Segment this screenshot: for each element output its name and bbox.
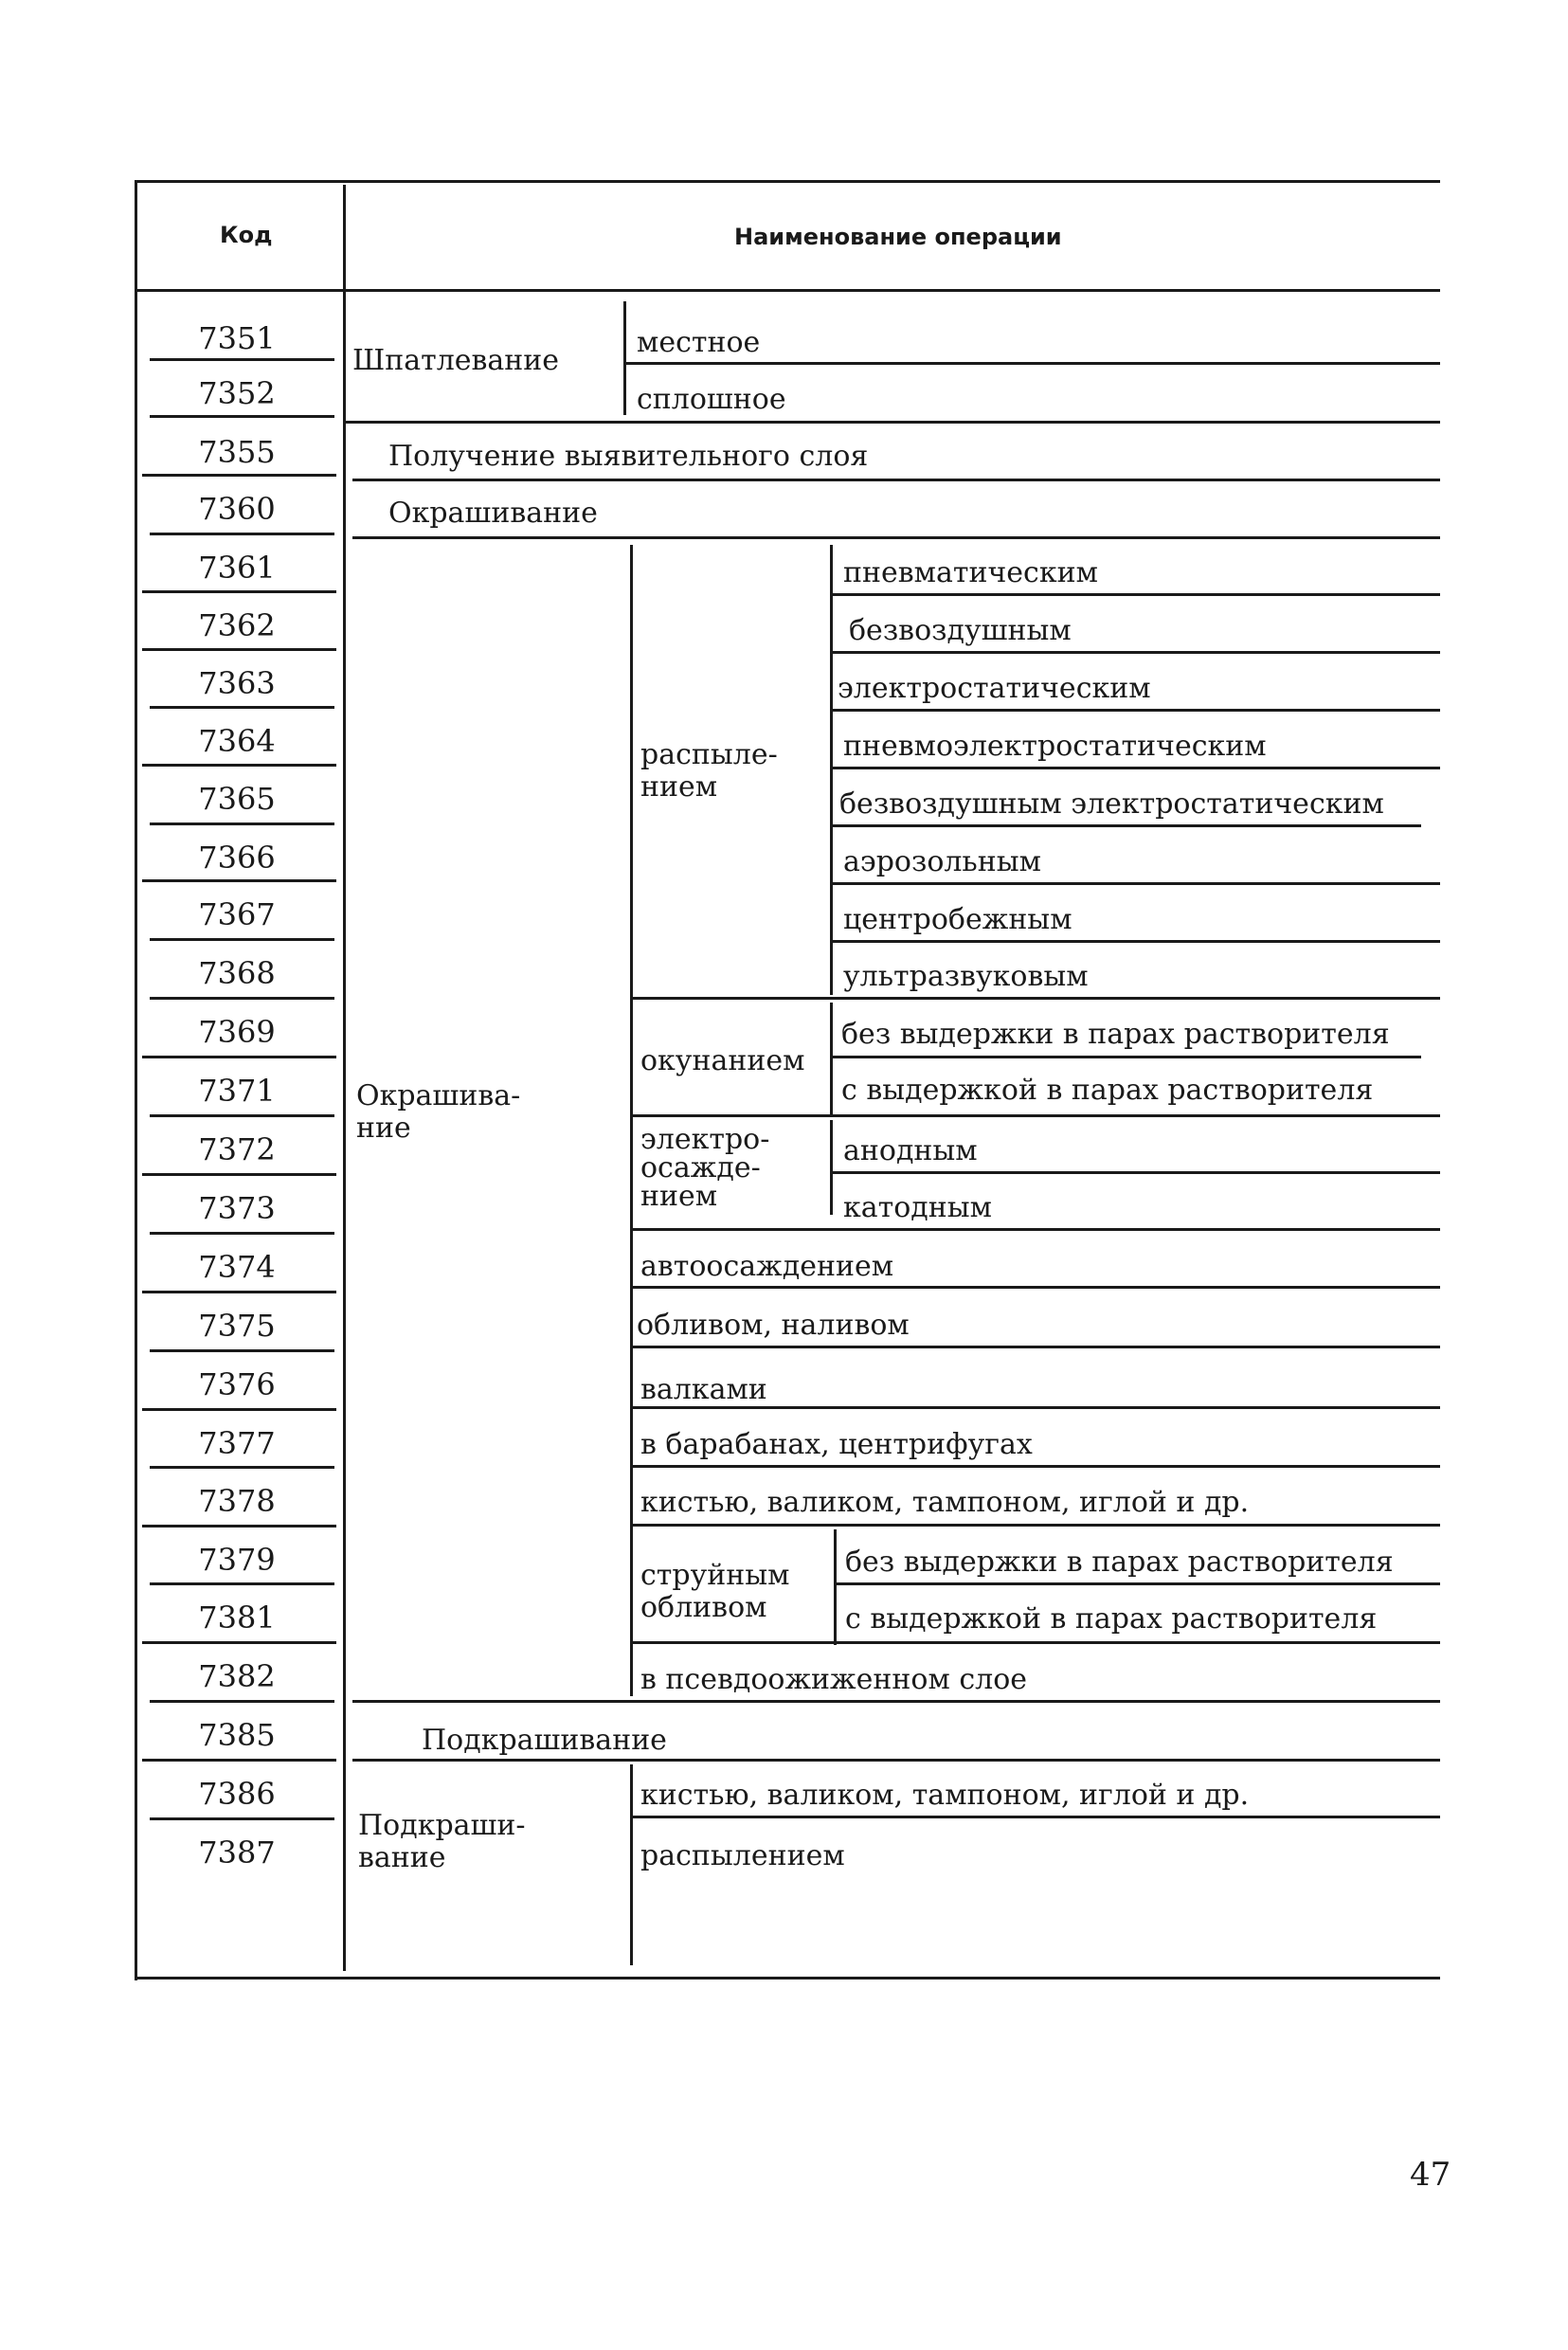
operation-label: в псевдоожиженном слое — [640, 1663, 1028, 1696]
operation-label: распылением — [640, 1839, 845, 1872]
operation-label: электростатическим — [838, 672, 1151, 705]
group-shpatlevanie: Шпатлевание — [352, 344, 560, 377]
operation-label: сплошное — [637, 383, 786, 416]
code-cell: 7360 — [198, 491, 276, 527]
table-bottom-border — [135, 1977, 1440, 1979]
row-divider — [830, 824, 1421, 827]
operation-label: с выдержкой в парах растворителя — [841, 1074, 1374, 1107]
row-divider — [142, 1525, 336, 1528]
row-divider — [142, 1056, 336, 1058]
row-divider — [142, 1291, 336, 1293]
row-divider — [142, 1641, 336, 1644]
row-divider — [630, 1465, 1440, 1468]
group-dip: окунанием — [640, 1044, 805, 1077]
code-cell: 7372 — [198, 1131, 276, 1167]
header-code: Код — [220, 222, 273, 248]
row-divider — [142, 764, 336, 767]
group-okrashivanie-line: Окрашива- — [356, 1079, 521, 1112]
operation-label: в барабанах, центрифугах — [640, 1428, 1033, 1461]
page-number: 47 — [1410, 2156, 1451, 2194]
operation-label: Получение выявительного слоя — [388, 440, 869, 473]
code-cell: 7367 — [198, 896, 276, 932]
spray-divider — [830, 545, 833, 995]
row-divider — [150, 358, 334, 361]
header-divider — [135, 289, 1440, 292]
code-cell: 7371 — [198, 1073, 276, 1109]
code-cell: 7355 — [198, 434, 276, 470]
row-divider — [142, 590, 336, 593]
row-divider — [142, 879, 336, 882]
row-divider — [150, 1466, 334, 1469]
row-divider — [150, 1114, 334, 1117]
code-cell: 7386 — [198, 1776, 276, 1812]
operation-label: валками — [640, 1373, 767, 1406]
group-podkrashivanie-line: Подкраши- — [358, 1809, 526, 1842]
table-left-border — [135, 180, 137, 1980]
row-divider — [630, 1524, 1440, 1527]
operation-label: безвоздушным — [849, 614, 1072, 647]
electro-divider — [830, 1120, 833, 1215]
code-column-divider — [343, 185, 346, 1971]
row-divider — [150, 997, 334, 1000]
code-cell: 7352 — [198, 375, 276, 411]
code-cell: 7374 — [198, 1249, 276, 1285]
podkr-divider — [630, 1764, 633, 1965]
operation-label: Подкрашивание — [422, 1724, 667, 1757]
code-cell: 7365 — [198, 781, 276, 817]
operation-label: аэрозольным — [843, 845, 1041, 878]
row-divider — [830, 882, 1440, 885]
row-divider — [150, 822, 334, 825]
row-divider — [630, 1816, 1440, 1818]
row-divider — [623, 362, 1440, 365]
row-divider — [630, 1641, 1440, 1644]
shpat-divider — [623, 301, 626, 415]
operation-label: автоосаждением — [640, 1250, 894, 1283]
group-electro-line: электро- — [640, 1123, 770, 1156]
row-divider — [150, 415, 334, 418]
operation-label: кистью, валиком, тампоном, иглой и др. — [640, 1486, 1250, 1519]
operation-label: центробежным — [843, 903, 1072, 936]
operation-label: безвоздушным электростатическим — [839, 787, 1384, 821]
group-electro — [640, 1123, 770, 1213]
header-operation-name: Наименование операции — [734, 224, 1062, 250]
row-divider — [150, 1582, 334, 1585]
dip-divider — [830, 1003, 833, 1114]
group-electro-line: нием — [640, 1180, 718, 1213]
row-divider — [150, 706, 334, 709]
operation-label: без выдержки в парах растворителя — [841, 1018, 1390, 1051]
code-cell: 7373 — [198, 1190, 276, 1226]
code-cell: 7364 — [198, 723, 276, 759]
code-cell: 7379 — [198, 1542, 276, 1578]
jet-divider — [834, 1529, 837, 1645]
row-divider — [834, 1582, 1440, 1585]
code-cell: 7382 — [198, 1658, 276, 1694]
code-cell: 7361 — [198, 550, 276, 586]
row-divider — [352, 1700, 1440, 1703]
group-podkrashivanie-line: вание — [358, 1841, 446, 1874]
operation-label: без выдержки в парах растворителя — [845, 1546, 1394, 1579]
group-electro-line: осажде- — [640, 1151, 761, 1184]
row-divider — [150, 1232, 334, 1235]
group-spray-line: нием — [640, 770, 718, 804]
row-divider — [150, 1817, 334, 1820]
row-divider — [352, 479, 1440, 481]
code-cell: 7377 — [198, 1425, 276, 1461]
code-cell: 7362 — [198, 607, 276, 643]
operation-label: катодным — [843, 1191, 992, 1224]
operation-label: с выдержкой в парах растворителя — [845, 1602, 1378, 1636]
code-cell: 7378 — [198, 1483, 276, 1519]
row-divider — [352, 1759, 1440, 1762]
code-cell: 7381 — [198, 1600, 276, 1636]
row-divider — [630, 1346, 1440, 1348]
row-divider — [630, 1228, 1440, 1231]
code-cell: 7387 — [198, 1835, 276, 1871]
group-spray — [640, 739, 778, 804]
row-divider — [150, 1700, 334, 1703]
row-divider — [150, 1349, 334, 1352]
row-divider — [142, 474, 336, 477]
row-divider — [142, 1759, 336, 1762]
row-divider — [830, 767, 1440, 769]
code-cell: 7375 — [198, 1308, 276, 1344]
row-divider — [830, 1056, 1421, 1058]
code-cell: 7385 — [198, 1717, 276, 1753]
row-divider — [142, 1173, 336, 1176]
row-divider — [630, 1114, 1440, 1117]
operation-label: кистью, валиком, тампоном, иглой и др. — [640, 1779, 1250, 1812]
operation-label: пневмоэлектростатическим — [843, 730, 1267, 763]
row-divider — [352, 536, 1440, 539]
group-jet-line: обливом — [640, 1591, 767, 1624]
code-cell: 7366 — [198, 840, 276, 876]
operation-label: Окрашивание — [388, 497, 598, 530]
row-divider — [142, 648, 336, 651]
group-okrashivanie-line: ние — [356, 1112, 411, 1145]
row-divider — [630, 1286, 1440, 1289]
group-okrashivanie — [356, 1080, 520, 1145]
row-divider — [830, 651, 1440, 654]
row-divider — [830, 593, 1440, 596]
operation-label: пневматическим — [843, 556, 1098, 589]
group-jet-line: струйным — [640, 1559, 790, 1592]
row-divider — [830, 709, 1440, 712]
operation-label: анодным — [843, 1134, 978, 1167]
row-divider — [142, 1408, 336, 1411]
operation-label: местное — [637, 326, 761, 359]
code-cell: 7376 — [198, 1366, 276, 1402]
operation-label: обливом, наливом — [637, 1309, 910, 1342]
group-spray-line: распыле- — [640, 738, 778, 771]
row-divider — [150, 938, 334, 941]
code-cell: 7368 — [198, 955, 276, 991]
row-divider — [343, 421, 1440, 424]
row-divider — [150, 533, 334, 535]
table-top-border — [135, 180, 1440, 183]
row-divider — [630, 1406, 1440, 1409]
group-jet — [640, 1560, 789, 1624]
row-divider — [830, 940, 1440, 943]
group-podkrashivanie — [358, 1810, 526, 1874]
code-cell: 7351 — [198, 320, 276, 356]
operation-label: ультразвуковым — [843, 960, 1089, 993]
code-cell: 7369 — [198, 1014, 276, 1050]
row-divider — [830, 1171, 1440, 1174]
code-cell: 7363 — [198, 665, 276, 701]
row-divider — [630, 997, 1440, 1000]
